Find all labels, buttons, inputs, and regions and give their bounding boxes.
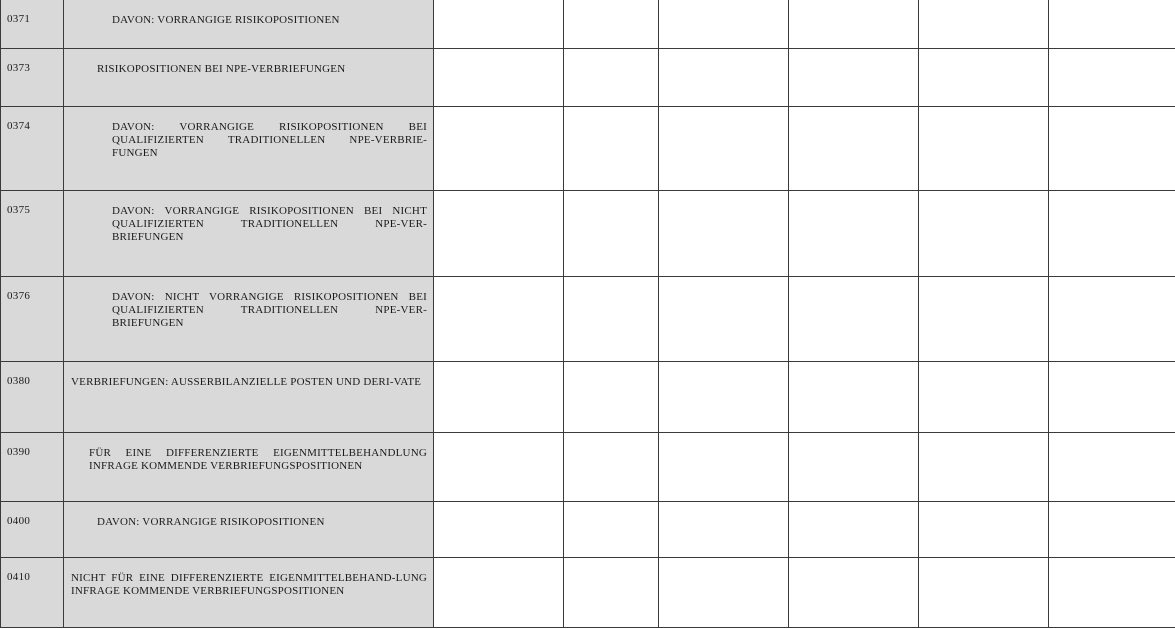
- value-cell[interactable]: [659, 0, 789, 49]
- value-cell[interactable]: [659, 558, 789, 628]
- value-cell[interactable]: [789, 502, 919, 558]
- value-cell[interactable]: [919, 277, 1049, 362]
- value-cell[interactable]: [564, 191, 659, 277]
- row-label: DAVON: VORRANGIGE RISIKOPOSITIONEN BEI QUALIFIZIERTEN TRADITIONELLEN NPE-VERBRIE-FUNGEN: [64, 107, 434, 191]
- row-label: DAVON: VORRANGIGE RISIKOPOSITIONEN: [64, 502, 434, 558]
- value-cell[interactable]: [659, 49, 789, 107]
- row-code: 0374: [1, 107, 64, 191]
- value-cell[interactable]: [1049, 191, 1175, 277]
- value-cell[interactable]: [434, 362, 564, 433]
- value-cell[interactable]: [1049, 277, 1175, 362]
- row-code: 0376: [1, 277, 64, 362]
- value-cell[interactable]: [659, 433, 789, 502]
- table-row: [1, 502, 1175, 558]
- value-cell[interactable]: [789, 107, 919, 191]
- value-cell[interactable]: [1049, 49, 1175, 107]
- row-code: 0410: [1, 558, 64, 628]
- table-row: [1, 277, 1175, 362]
- table-row: [1, 191, 1175, 277]
- table-row: [1, 558, 1175, 628]
- value-cell[interactable]: [564, 49, 659, 107]
- value-cell[interactable]: [434, 433, 564, 502]
- value-cell[interactable]: [434, 191, 564, 277]
- value-cell[interactable]: [564, 362, 659, 433]
- value-cell[interactable]: [789, 49, 919, 107]
- value-cell[interactable]: [919, 191, 1049, 277]
- row-label: DAVON: VORRANGIGE RISIKOPOSITIONEN: [64, 0, 434, 49]
- value-cell[interactable]: [1049, 0, 1175, 49]
- row-code: 0400: [1, 502, 64, 558]
- value-cell[interactable]: [659, 107, 789, 191]
- value-cell[interactable]: [919, 107, 1049, 191]
- row-label: RISIKOPOSITIONEN BEI NPE-VERBRIEFUNGEN: [64, 49, 434, 107]
- value-cell[interactable]: [434, 49, 564, 107]
- value-cell[interactable]: [789, 0, 919, 49]
- value-cell[interactable]: [919, 502, 1049, 558]
- value-cell[interactable]: [434, 107, 564, 191]
- value-cell[interactable]: [434, 277, 564, 362]
- value-cell[interactable]: [789, 191, 919, 277]
- row-code: 0371: [1, 0, 64, 49]
- value-cell[interactable]: [564, 107, 659, 191]
- value-cell[interactable]: [919, 49, 1049, 107]
- table-row: [1, 49, 1175, 107]
- table-row: [1, 362, 1175, 433]
- value-cell[interactable]: [1049, 433, 1175, 502]
- value-cell[interactable]: [564, 277, 659, 362]
- row-code: 0373: [1, 49, 64, 107]
- value-cell[interactable]: [1049, 502, 1175, 558]
- value-cell[interactable]: [564, 0, 659, 49]
- value-cell[interactable]: [789, 362, 919, 433]
- value-cell[interactable]: [434, 502, 564, 558]
- row-code: 0375: [1, 191, 64, 277]
- row-label: DAVON: VORRANGIGE RISIKOPOSITIONEN BEI NICHT QUALIFIZIERTEN TRADITIONELLEN NPE-VER-BRIEFUNGEN: [64, 191, 434, 277]
- table-row: [1, 433, 1175, 502]
- value-cell[interactable]: [1049, 107, 1175, 191]
- value-cell[interactable]: [789, 433, 919, 502]
- value-cell[interactable]: [564, 558, 659, 628]
- table-row: [1, 107, 1175, 191]
- row-label: NICHT FÜR EINE DIFFERENZIERTE EIGENMITTELBEHAND-LUNG INFRAGE KOMMENDE VERBRIEFUNGSPOSITIONEN: [64, 558, 434, 628]
- value-cell[interactable]: [564, 502, 659, 558]
- value-cell[interactable]: [659, 502, 789, 558]
- value-cell[interactable]: [659, 362, 789, 433]
- row-code: 0380: [1, 362, 64, 433]
- row-code: 0390: [1, 433, 64, 502]
- value-cell[interactable]: [434, 0, 564, 49]
- row-label: VERBRIEFUNGEN: AUSSERBILANZIELLE POSTEN UND DERI-VATE: [64, 362, 434, 433]
- value-cell[interactable]: [919, 558, 1049, 628]
- value-cell[interactable]: [919, 433, 1049, 502]
- value-cell[interactable]: [564, 433, 659, 502]
- value-cell[interactable]: [659, 191, 789, 277]
- value-cell[interactable]: [789, 277, 919, 362]
- value-cell[interactable]: [434, 558, 564, 628]
- row-label: FÜR EINE DIFFERENZIERTE EIGENMITTELBEHANDLUNG INFRAGE KOMMENDE VERBRIEFUNGSPOSITIONEN: [64, 433, 434, 502]
- value-cell[interactable]: [919, 0, 1049, 49]
- row-label: DAVON: NICHT VORRANGIGE RISIKOPOSITIONEN BEI QUALIFIZIERTEN TRADITIONELLEN NPE-VER-BRIEFUNGEN: [64, 277, 434, 362]
- value-cell[interactable]: [789, 558, 919, 628]
- table-row: [1, 0, 1175, 49]
- value-cell[interactable]: [1049, 362, 1175, 433]
- value-cell[interactable]: [659, 277, 789, 362]
- value-cell[interactable]: [1049, 558, 1175, 628]
- value-cell[interactable]: [919, 362, 1049, 433]
